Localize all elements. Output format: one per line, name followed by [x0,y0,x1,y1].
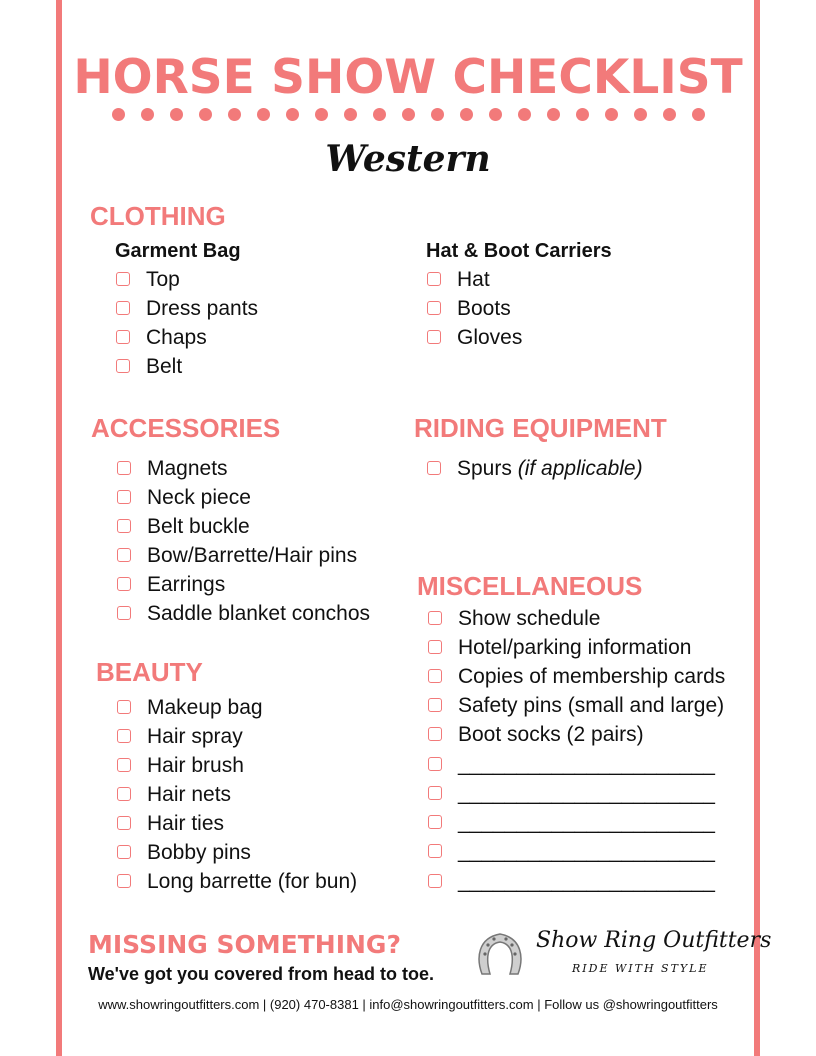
horseshoe-icon [474,928,526,978]
spurs-label: Spurs [457,457,512,480]
checkbox[interactable] [428,727,442,741]
divider-dot [460,108,473,121]
checkbox[interactable] [428,669,442,683]
accessories-heading: ACCESSORIES [91,413,281,443]
spurs-note: (if applicable) [517,457,643,480]
divider-dot [518,108,531,121]
missing-something-heading: MISSING SOMETHING? [88,930,401,959]
checkbox[interactable] [428,874,442,888]
divider-dot [199,108,212,121]
brand-tagline: RIDE WITH STYLE [572,962,709,975]
checkbox[interactable] [117,461,131,475]
checkbox[interactable] [427,461,441,475]
divider-dot [576,108,589,121]
divider-dot [489,108,502,121]
checkbox[interactable] [116,301,130,315]
divider-dot [257,108,270,121]
checkbox[interactable] [117,548,131,562]
checkbox[interactable] [427,301,441,315]
checkbox[interactable] [117,787,131,801]
divider-dot [402,108,415,121]
divider-dot [112,108,125,121]
checkbox[interactable] [116,272,130,286]
checkbox[interactable] [117,490,131,504]
checkbox[interactable] [428,786,442,800]
divider-dot [228,108,241,121]
page-subtitle: Western [325,138,491,180]
divider-dot [141,108,154,121]
garment-bag-heading: Garment Bag [115,240,241,262]
checkbox[interactable] [116,330,130,344]
checkbox[interactable] [428,757,442,771]
checkbox[interactable] [427,272,441,286]
checkbox[interactable] [428,844,442,858]
divider-dot [170,108,183,121]
divider-dot [634,108,647,121]
checkbox[interactable] [117,845,131,859]
checkbox[interactable] [427,330,441,344]
divider-dot [692,108,705,121]
divider-dot [431,108,444,121]
checkbox[interactable] [428,640,442,654]
checkbox[interactable] [117,758,131,772]
checkbox[interactable] [428,611,442,625]
divider-dot [547,108,560,121]
checkbox[interactable] [117,606,131,620]
checkbox[interactable] [117,577,131,591]
covered-tagline: We've got you covered from head to toe. [88,964,435,984]
divider-dot [344,108,357,121]
divider-dot [605,108,618,121]
divider-dot [663,108,676,121]
carriers-heading: Hat & Boot Carriers [426,240,612,262]
brand-logo [472,924,772,982]
divider-dot [373,108,386,121]
checkbox[interactable] [428,815,442,829]
checkbox[interactable] [117,816,131,830]
brand-name: Show Ring Outfitters [536,928,772,953]
checkbox[interactable] [117,519,131,533]
clothing-heading: CLOTHING [90,201,226,231]
page-title: HORSE SHOW CHECKLIST [73,50,743,105]
checkbox[interactable] [117,874,131,888]
footer-contact: www.showringoutfitters.com | (920) 470-8381 | info@showringoutfitters.com | Follow us @showringoutfitters [98,997,718,1012]
divider-dot [286,108,299,121]
checkbox[interactable] [428,698,442,712]
checkbox[interactable] [117,729,131,743]
checkbox[interactable] [116,359,130,373]
riding-equipment-heading: RIDING EQUIPMENT [414,413,667,443]
divider-dot [315,108,328,121]
miscellaneous-heading: MISCELLANEOUS [417,571,643,601]
checkbox[interactable] [117,700,131,714]
dot-divider [112,108,708,121]
beauty-heading: BEAUTY [96,657,203,687]
